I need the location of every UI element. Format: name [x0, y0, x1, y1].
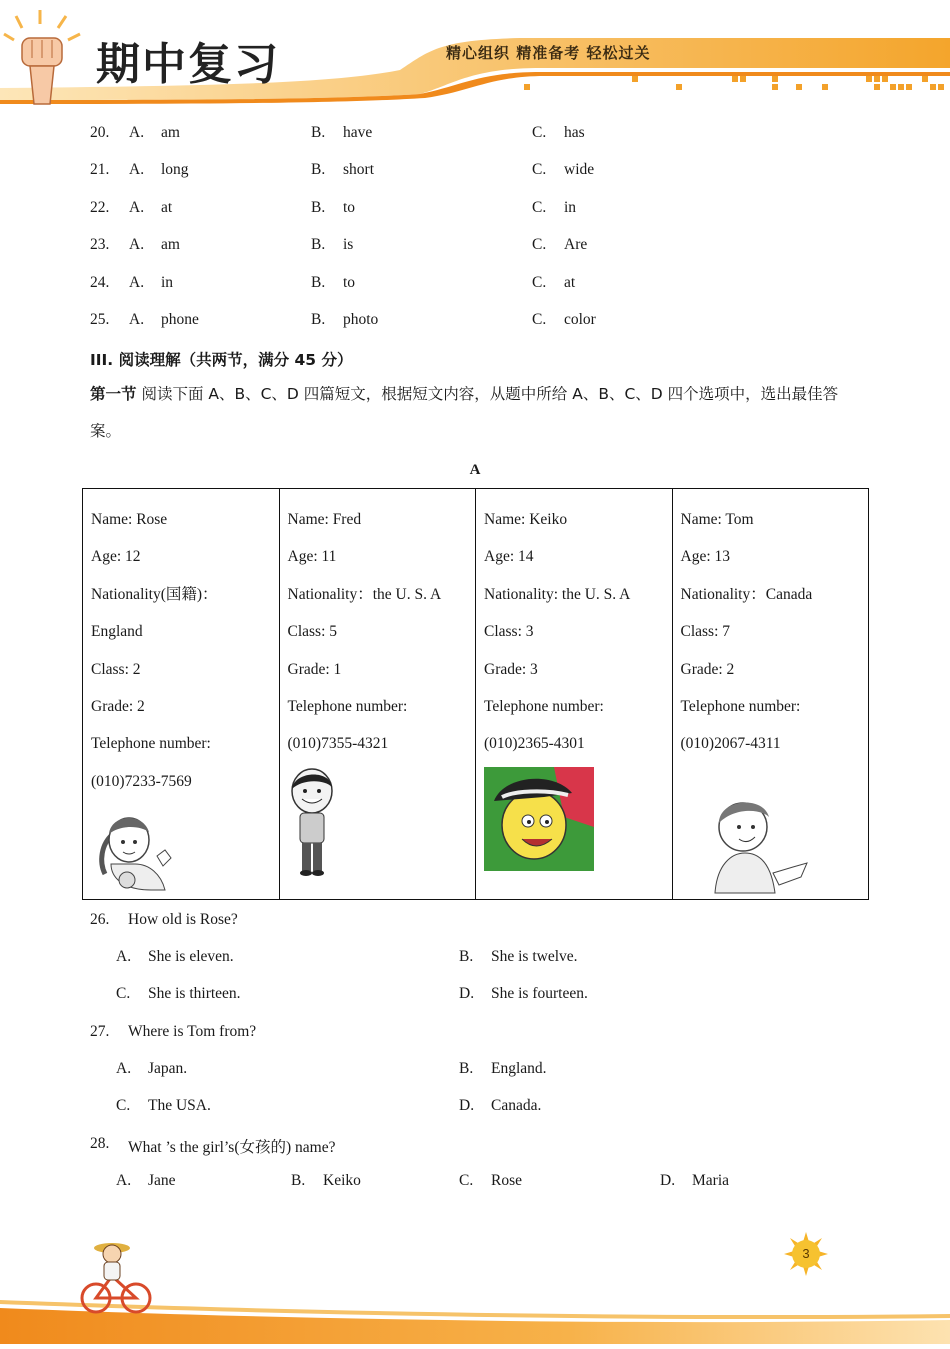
option-b[interactable]: Keiko: [323, 1172, 361, 1189]
option-a[interactable]: Jane: [148, 1172, 176, 1189]
boy-waving-avatar-icon: [695, 793, 819, 897]
question-number: 24.: [90, 274, 110, 291]
profile-line: Class: 2: [91, 660, 141, 678]
banner-slogan: 精心组织 精准备考 轻松过关: [446, 44, 651, 62]
option-letter: A.: [129, 161, 145, 178]
option-letter: C.: [532, 311, 547, 328]
option-letter: C.: [532, 274, 547, 291]
option-c[interactable]: wide: [564, 161, 595, 178]
option-letter: A.: [116, 1172, 132, 1189]
cartoon-kid-avatar-icon: [484, 767, 594, 871]
question-number: 20.: [90, 124, 110, 141]
profile-card-keiko: [476, 489, 673, 900]
question-number: 22.: [90, 199, 110, 216]
profile-card-fred: [279, 489, 476, 900]
option-d[interactable]: Maria: [692, 1172, 730, 1189]
option-letter: B.: [311, 199, 326, 216]
option-b[interactable]: is: [343, 236, 354, 253]
option-a[interactable]: in: [161, 274, 174, 291]
question-number: 25.: [90, 311, 110, 328]
question-number: 21.: [90, 161, 110, 178]
option-b[interactable]: have: [343, 124, 373, 141]
option-letter: B.: [311, 236, 326, 253]
question-number: 23.: [90, 236, 110, 253]
option-c[interactable]: has: [564, 124, 585, 141]
option-a[interactable]: She is eleven.: [148, 948, 234, 965]
option-letter: A.: [129, 311, 145, 328]
banner-title: 期中复习: [96, 39, 280, 90]
option-letter: C.: [532, 124, 547, 141]
passage-label: A: [469, 462, 481, 478]
option-letter: B.: [291, 1172, 306, 1189]
option-c[interactable]: color: [564, 311, 596, 328]
option-b[interactable]: photo: [343, 311, 379, 328]
page-header: [0, 0, 950, 110]
option-c[interactable]: The USA.: [148, 1097, 211, 1114]
option-c[interactable]: Are: [564, 236, 588, 253]
profile-line: Telephone number:: [91, 735, 211, 753]
option-a[interactable]: am: [161, 124, 180, 141]
option-letter: A.: [129, 236, 145, 253]
part-instructions: 阅读下面 A、B、C、D 四篇短文，根据短文内容，从题中所给 A、B、C、D 四个选项中，选出最佳答案。: [90, 385, 839, 440]
profile-line: (010)7355-4321: [287, 735, 389, 753]
option-letter: C.: [532, 161, 547, 178]
option-letter: C.: [532, 236, 547, 253]
option-letter: B.: [311, 274, 326, 291]
option-letter: D.: [459, 985, 475, 1002]
profiles-table: [82, 488, 869, 900]
option-d[interactable]: Canada.: [491, 1097, 542, 1114]
option-letter: A.: [116, 948, 132, 965]
question-number: 27.: [90, 1023, 110, 1040]
question-text: What ’s the girl’s(女孩的) name?: [128, 1139, 336, 1156]
boy-avatar-icon: [288, 767, 348, 879]
option-letter: D.: [660, 1172, 676, 1189]
profile-line: Nationality: the U. S. A: [484, 585, 631, 603]
option-letter: A.: [129, 274, 145, 291]
option-letter: B.: [459, 1060, 474, 1077]
question-number: 26.: [90, 911, 110, 928]
profile-line: England: [91, 623, 143, 641]
option-a[interactable]: am: [161, 236, 180, 253]
page-number: 3: [792, 1240, 820, 1268]
option-letter: C.: [459, 1172, 474, 1189]
profile-line: (010)7233-7569: [91, 772, 192, 790]
profile-line: Name: Tom: [680, 511, 754, 528]
section-instructions: [90, 376, 860, 450]
option-letter: A.: [129, 199, 145, 216]
option-c[interactable]: in: [564, 199, 577, 216]
part-label: 第一节: [90, 385, 137, 403]
profile-line: Nationality：the U. S. A: [287, 585, 442, 603]
profile-line: Name: Rose: [91, 511, 168, 528]
option-letter: C.: [532, 199, 547, 216]
profile-line: Name: Fred: [287, 511, 362, 528]
option-d[interactable]: She is fourteen.: [491, 985, 588, 1002]
question-text: How old is Rose?: [128, 911, 238, 928]
profile-line: Nationality：Canada: [680, 585, 813, 603]
profile-line: Age: 14: [484, 548, 534, 566]
option-a[interactable]: phone: [161, 311, 199, 328]
option-letter: D.: [459, 1097, 475, 1114]
profile-line: Grade: 2: [91, 698, 145, 716]
profile-card-tom: [672, 489, 869, 900]
option-a[interactable]: long: [161, 161, 189, 178]
profile-line: (010)2365-4301: [484, 735, 585, 753]
option-letter: B.: [311, 124, 326, 141]
profile-line: Telephone number:: [484, 698, 604, 716]
option-b[interactable]: short: [343, 161, 374, 178]
profile-line: (010)2067-4311: [680, 735, 781, 753]
profile-line: Grade: 2: [680, 660, 735, 678]
option-letter: B.: [459, 948, 474, 965]
profile-line: Age: 13: [680, 548, 731, 566]
question-text: Where is Tom from?: [128, 1023, 257, 1040]
option-a[interactable]: Japan.: [148, 1060, 188, 1077]
profile-line: Nationality(国籍)：: [91, 585, 218, 603]
option-c[interactable]: Rose: [491, 1172, 522, 1189]
profile-line: Age: 12: [91, 548, 141, 566]
option-c[interactable]: She is thirteen.: [148, 985, 241, 1002]
option-a[interactable]: at: [161, 199, 173, 216]
profile-line: Class: 5: [287, 623, 338, 641]
profile-line: Telephone number:: [287, 698, 408, 716]
profile-line: Class: 7: [680, 623, 731, 641]
option-b[interactable]: She is twelve.: [491, 948, 578, 965]
profile-line: Name: Keiko: [484, 511, 568, 528]
option-letter: B.: [311, 161, 326, 178]
profile-line: Age: 11: [287, 548, 337, 566]
option-letter: C.: [116, 985, 131, 1002]
option-letter: B.: [311, 311, 326, 328]
option-b[interactable]: England.: [491, 1060, 547, 1077]
option-b[interactable]: to: [343, 274, 356, 291]
bicycle-rider-icon: [82, 1243, 150, 1312]
profile-line: Grade: 3: [484, 660, 538, 678]
option-c[interactable]: at: [564, 274, 576, 291]
option-letter: A.: [129, 124, 145, 141]
profile-line: Class: 3: [484, 623, 534, 641]
option-b[interactable]: to: [343, 199, 356, 216]
profile-line: Telephone number:: [680, 698, 801, 716]
profile-card-rose: [83, 489, 280, 900]
profile-line: Grade: 1: [287, 660, 342, 678]
question-number: 28.: [90, 1135, 110, 1152]
girl-avatar-icon: [91, 804, 181, 892]
option-letter: C.: [116, 1097, 131, 1114]
option-letter: A.: [116, 1060, 132, 1077]
section-heading: III. 阅读理解（共两节，满分 45 分）: [90, 351, 353, 369]
